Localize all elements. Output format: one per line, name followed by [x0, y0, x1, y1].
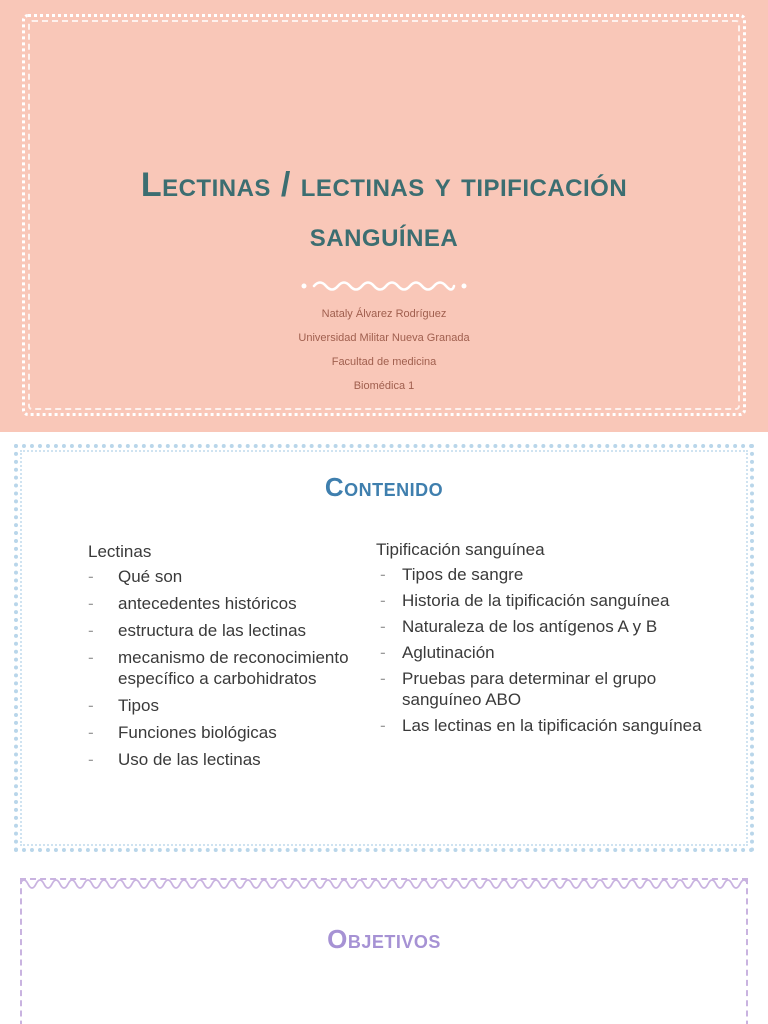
tipificacion-title: Tipificación sanguínea [376, 540, 545, 559]
bullet-dash: - [380, 565, 386, 584]
list-item: - Aglutinación [380, 643, 495, 662]
title-slide [0, 0, 768, 432]
list-item: - Qué son [88, 567, 183, 586]
lectinas-column [88, 542, 378, 776]
course: Biomédica 1 [353, 380, 415, 392]
list-item: - Uso de las lectinas [88, 750, 261, 769]
lectinas-list [88, 566, 378, 770]
list-item: - Pruebas para determinar el grupo sanguíneo ABO [380, 669, 657, 709]
university: Universidad Militar Nueva Granada [298, 332, 470, 344]
bullet-dash: - [380, 591, 386, 610]
tipificacion-column [376, 540, 706, 741]
lectinas-title: Lectinas [88, 542, 152, 561]
bullet-dash: - [380, 643, 386, 662]
bullet-dash: - [88, 567, 94, 586]
list-item: - mecanismo de reconocimiento específico a carbohidratos [88, 648, 349, 688]
bullet-dash: - [88, 594, 94, 613]
title-line-1: Lectinas / lectinas y tipificación [140, 166, 628, 204]
bullet-dash: - [88, 696, 94, 715]
list-item: - estructura de las lectinas [88, 621, 307, 640]
bullet-dash: - [88, 648, 94, 667]
objectives-heading: Objetivos [327, 924, 441, 954]
list-item: - Funciones biológicas [88, 723, 277, 742]
bullet-dash: - [380, 617, 386, 636]
bullet-dash: - [88, 750, 94, 769]
title-line-2: sanguínea [309, 216, 459, 254]
faculty: Facultad de medicina [331, 356, 437, 368]
wavy-divider-icon [300, 276, 468, 296]
list-item: - Las lectinas en la tipificación sanguínea [380, 716, 702, 735]
author-info [200, 302, 568, 398]
contents-heading: Contenido [324, 472, 444, 502]
tipificacion-list [376, 564, 706, 736]
list-item: - Tipos [88, 696, 159, 715]
list-item: - Tipos de sangre [380, 565, 524, 584]
list-item: - Historia de la tipificación sanguínea [380, 591, 670, 610]
bullet-dash: - [88, 723, 94, 742]
bullet-dash: - [380, 716, 386, 735]
contents-slide [0, 432, 768, 864]
author-name: Nataly Álvarez Rodríguez [321, 308, 447, 320]
presentation-title [80, 160, 688, 260]
list-item: - Naturaleza de los antígenos A y B [380, 617, 658, 636]
list-item: - antecedentes históricos [88, 594, 297, 613]
objectives-slide [0, 864, 768, 1024]
bullet-dash: - [380, 669, 386, 688]
bullet-dash: - [88, 621, 94, 640]
